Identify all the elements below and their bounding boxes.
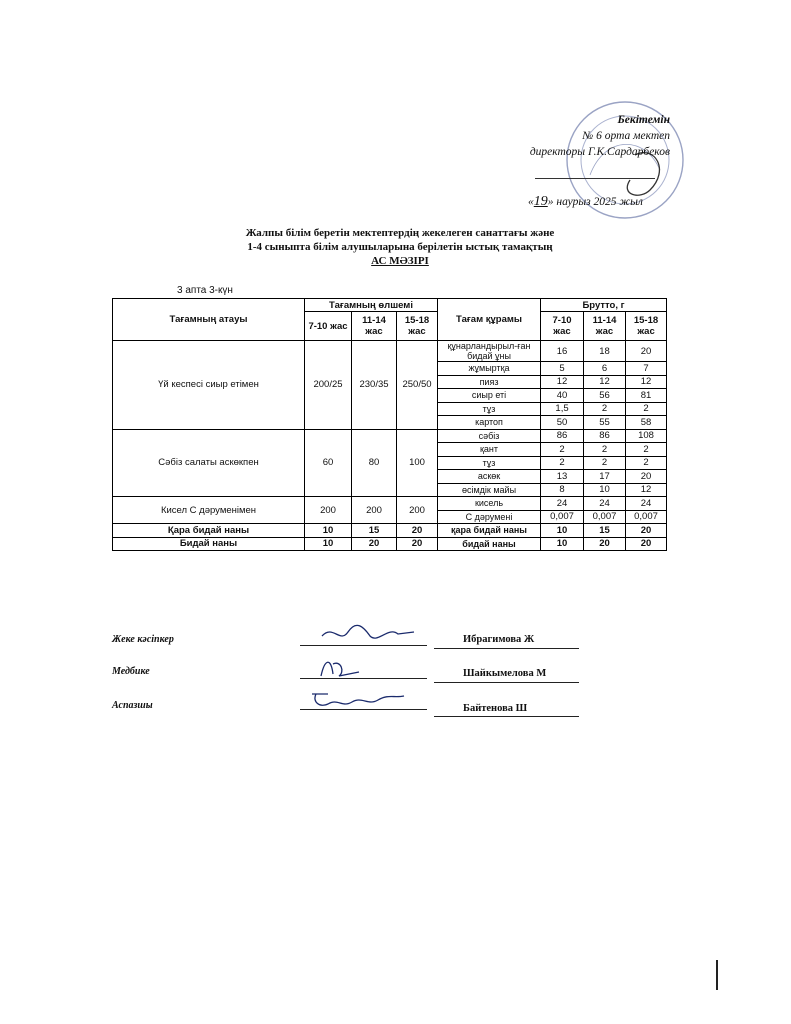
name-line-entrepreneur — [434, 648, 579, 649]
ingredient-name: жұмыртқа — [438, 362, 541, 376]
brutto-7-10: 24 — [541, 497, 584, 511]
ingredient-name: сиыр еті — [438, 389, 541, 403]
signature-line-cook — [300, 709, 427, 710]
ingredient-name: құнарландырыл-ған бидай ұны — [438, 341, 541, 362]
portion-15-18: 20 — [397, 524, 438, 538]
ingredient-name: аскөк — [438, 470, 541, 484]
brutto-7-10: 13 — [541, 470, 584, 484]
portion-7-10: 60 — [305, 429, 352, 497]
dish-name: Қара бидай наны — [113, 524, 305, 538]
brutto-11-14: 10 — [584, 483, 626, 497]
dish-name: Бидай наны — [113, 537, 305, 551]
brutto-15-18: 81 — [626, 389, 667, 403]
ingredient-name: сәбіз — [438, 429, 541, 443]
brutto-15-18: 20 — [626, 341, 667, 362]
ingredient-name: кисель — [438, 497, 541, 511]
brutto-15-18: 20 — [626, 524, 667, 538]
title-line1: Жалпы білім беретін мектептердің жекелеген санаттағы және — [245, 227, 555, 239]
brutto-11-14: 17 — [584, 470, 626, 484]
portion-15-18: 100 — [397, 429, 438, 497]
brutto-11-14: 15 — [584, 524, 626, 538]
name-line-nurse — [434, 682, 579, 683]
brutto-15-18: 2 — [626, 402, 667, 416]
header-portion: Тағамның өлшемі — [305, 299, 438, 312]
brutto-15-18: 58 — [626, 416, 667, 430]
approval-date — [528, 194, 643, 210]
approval-line3: директоры Г.К.Сардарбеков — [529, 146, 670, 158]
ingredient-name: картоп — [438, 416, 541, 430]
brutto-7-10: 8 — [541, 483, 584, 497]
brutto-7-10: 5 — [541, 362, 584, 376]
brutto-15-18: 20 — [626, 470, 667, 484]
brutto-7-10: 12 — [541, 375, 584, 389]
brutto-11-14: 18 — [584, 341, 626, 362]
ingredient-name: тұз — [438, 456, 541, 470]
brutto-15-18: 0,007 — [626, 510, 667, 524]
approval-signature-line — [535, 178, 655, 179]
header-age-15-18: 15-18 жас — [397, 312, 438, 341]
brutto-7-10: 86 — [541, 429, 584, 443]
name-line-cook — [434, 716, 579, 717]
date-quote-close: » — [547, 196, 554, 208]
signature-name-nurse: Шайкымелова М — [463, 668, 547, 679]
table-row — [113, 497, 667, 511]
brutto-11-14: 55 — [584, 416, 626, 430]
dish-name: Кисел С дәруменімен — [113, 497, 305, 524]
table-row — [113, 524, 667, 538]
signature-line-nurse — [300, 678, 427, 679]
menu-table-body — [113, 341, 667, 551]
scan-edge-mark — [716, 960, 718, 990]
brutto-11-14: 86 — [584, 429, 626, 443]
portion-11-14: 15 — [352, 524, 397, 538]
brutto-11-14: 56 — [584, 389, 626, 403]
brutto-11-14: 2 — [584, 402, 626, 416]
brutto-7-10: 50 — [541, 416, 584, 430]
signature-role-cook: Аспазшы — [112, 700, 153, 711]
ingredient-name: өсімдік майы — [438, 483, 541, 497]
ingredient-name: тұз — [438, 402, 541, 416]
header-age-11-14: 11-14 жас — [352, 312, 397, 341]
portion-15-18: 250/50 — [397, 341, 438, 430]
title-line3: АС МӘЗІРІ — [371, 255, 429, 267]
portion-7-10: 200/25 — [305, 341, 352, 430]
table-row — [113, 537, 667, 551]
brutto-7-10: 2 — [541, 456, 584, 470]
signature-scribble-entrepreneur — [318, 622, 418, 646]
header-brutto-age-15-18: 15-18 жас — [626, 312, 667, 341]
ingredient-name: С дәрумені — [438, 510, 541, 524]
header-composition: Тағам құрамы — [438, 299, 541, 341]
brutto-15-18: 12 — [626, 483, 667, 497]
signature-scribble-nurse — [315, 654, 365, 680]
portion-11-14: 200 — [352, 497, 397, 524]
date-rest: наурыз 2025 жыл — [553, 196, 643, 208]
ingredient-name: бидай наны — [438, 537, 541, 551]
portion-15-18: 20 — [397, 537, 438, 551]
brutto-11-14: 6 — [584, 362, 626, 376]
brutto-11-14: 12 — [584, 375, 626, 389]
brutto-7-10: 1,5 — [541, 402, 584, 416]
date-quote-open: « — [528, 196, 534, 208]
signature-name-cook: Байтенова Ш — [463, 703, 528, 714]
dish-name: Үй кеспесі сиыр етімен — [113, 341, 305, 430]
brutto-15-18: 12 — [626, 375, 667, 389]
brutto-11-14: 2 — [584, 443, 626, 457]
brutto-15-18: 20 — [626, 537, 667, 551]
approval-line1: Бекітемін — [617, 114, 670, 126]
dish-name: Сәбіз салаты аскөкпен — [113, 429, 305, 497]
header-dish: Тағамның атауы — [113, 299, 305, 341]
brutto-7-10: 16 — [541, 341, 584, 362]
brutto-15-18: 2 — [626, 443, 667, 457]
brutto-11-14: 20 — [584, 537, 626, 551]
brutto-7-10: 10 — [541, 524, 584, 538]
ingredient-name: қара бидай наны — [438, 524, 541, 538]
approval-line2: № 6 орта мектеп — [582, 130, 670, 142]
brutto-11-14: 24 — [584, 497, 626, 511]
brutto-7-10: 0,007 — [541, 510, 584, 524]
brutto-15-18: 24 — [626, 497, 667, 511]
table-row — [113, 341, 667, 362]
brutto-15-18: 108 — [626, 429, 667, 443]
brutto-7-10: 10 — [541, 537, 584, 551]
header-brutto-age-11-14: 11-14 жас — [584, 312, 626, 341]
approval-block — [520, 112, 670, 160]
ingredient-name: пияз — [438, 375, 541, 389]
brutto-7-10: 40 — [541, 389, 584, 403]
header-brutto-age-7-10: 7-10 жас — [541, 312, 584, 341]
portion-11-14: 80 — [352, 429, 397, 497]
document-title — [195, 226, 605, 268]
title-line2: 1-4 сыныпта білім алушыларына берілетін ыстық тамақтың — [247, 241, 553, 253]
brutto-11-14: 2 — [584, 456, 626, 470]
signature-line-entrepreneur — [300, 645, 427, 646]
brutto-7-10: 2 — [541, 443, 584, 457]
signature-role-nurse: Медбике — [112, 666, 150, 677]
portion-7-10: 200 — [305, 497, 352, 524]
portion-7-10: 10 — [305, 537, 352, 551]
menu-table — [112, 298, 667, 551]
portion-15-18: 200 — [397, 497, 438, 524]
header-age-7-10: 7-10 жас — [305, 312, 352, 341]
table-row — [113, 429, 667, 443]
portion-11-14: 20 — [352, 537, 397, 551]
portion-7-10: 10 — [305, 524, 352, 538]
brutto-15-18: 2 — [626, 456, 667, 470]
signature-name-entrepreneur: Ибрагимова Ж — [463, 634, 535, 645]
brutto-11-14: 0,007 — [584, 510, 626, 524]
signature-role-entrepreneur: Жеке кәсіпкер — [112, 634, 174, 645]
header-brutto: Брутто, г — [541, 299, 667, 312]
portion-11-14: 230/35 — [352, 341, 397, 430]
ingredient-name: қант — [438, 443, 541, 457]
brutto-15-18: 7 — [626, 362, 667, 376]
date-day: 19 — [533, 194, 548, 209]
week-day-label: 3 апта 3-күн — [177, 285, 233, 296]
